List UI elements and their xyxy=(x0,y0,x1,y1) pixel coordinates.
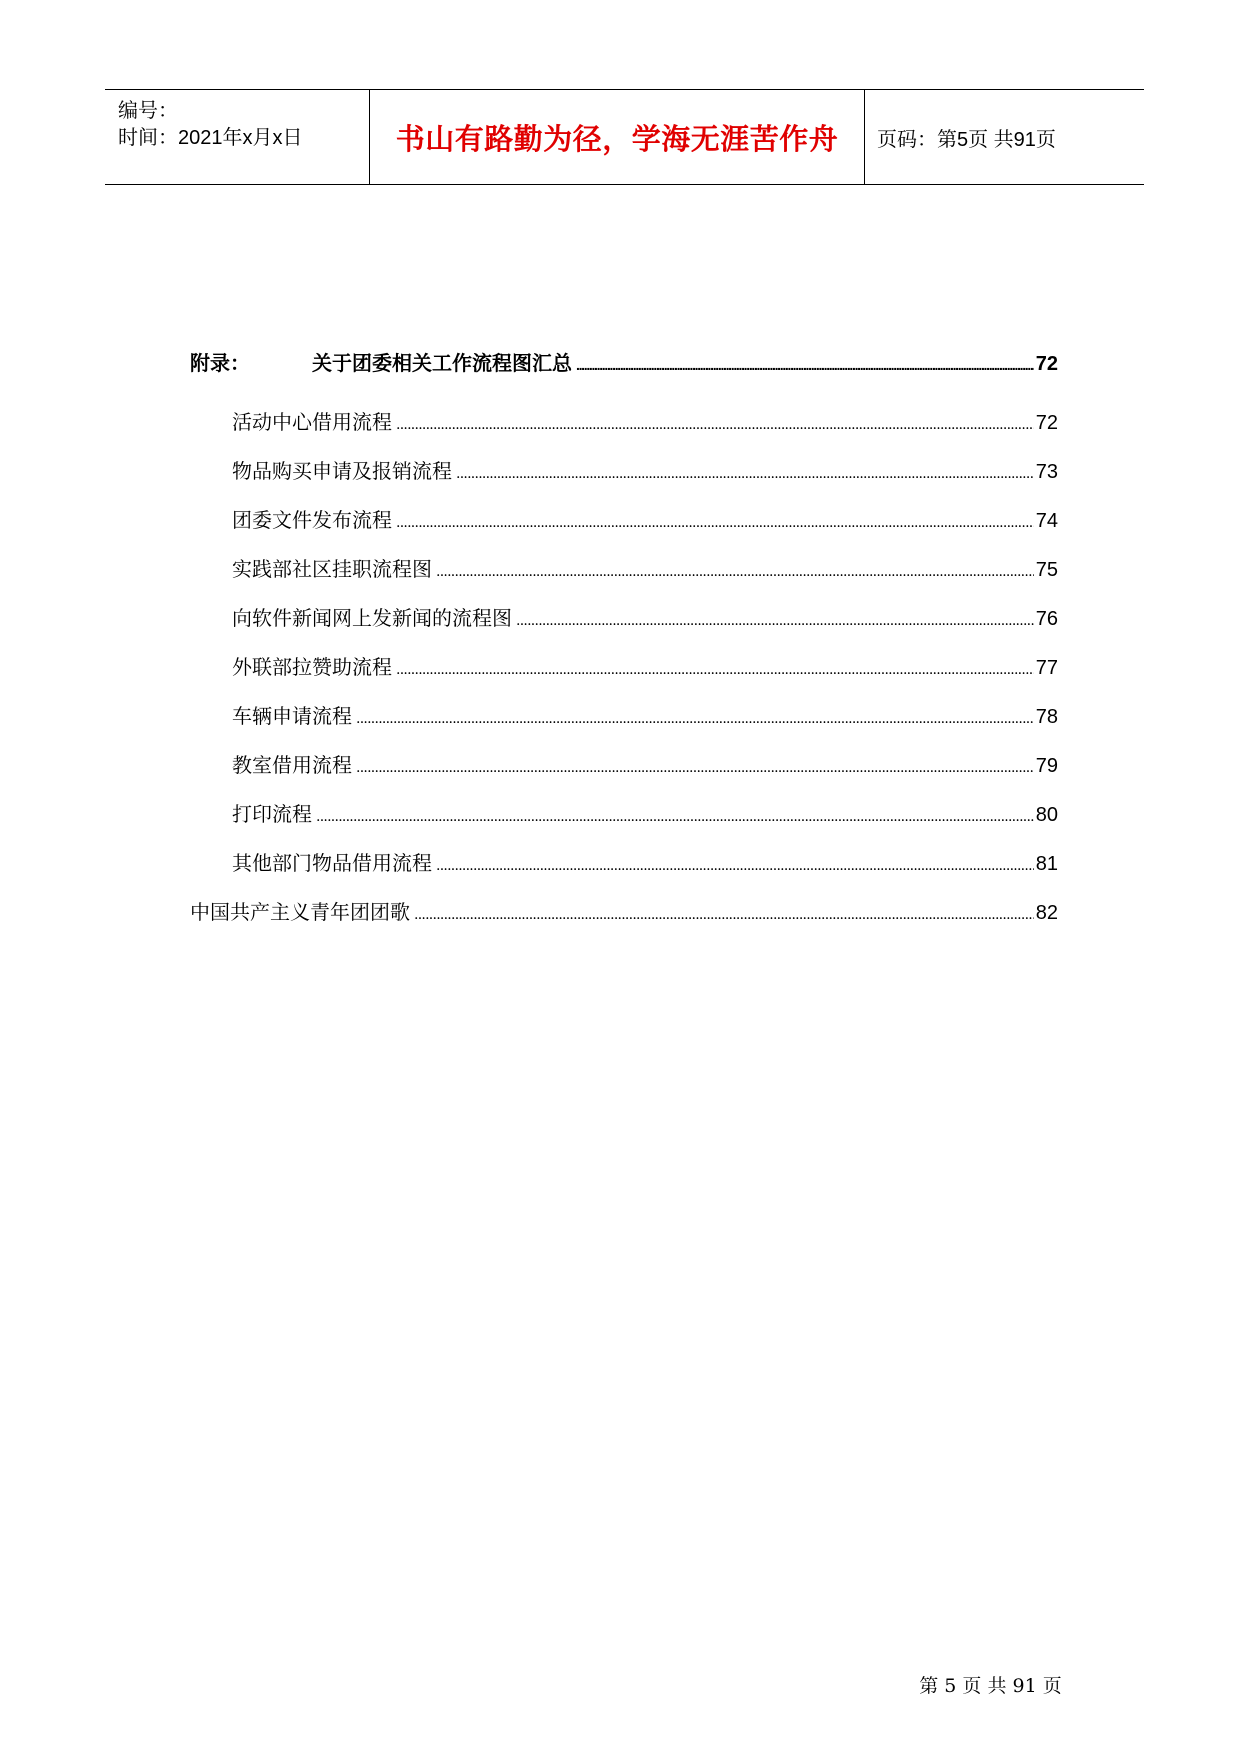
toc-entry-label: 活动中心借用流程 xyxy=(232,410,392,434)
toc-page-number: 79 xyxy=(1035,755,1058,777)
toc-page-number: 81 xyxy=(1035,853,1058,875)
toc-leader-dots xyxy=(396,508,1034,532)
toc-appendix-prefix: 附录： xyxy=(190,353,250,375)
header-info-cell xyxy=(105,90,370,184)
header-page-cell xyxy=(865,90,1144,184)
toc-leader-dots xyxy=(516,606,1034,630)
toc-page-number: 72 xyxy=(1035,412,1058,434)
toc-appendix-title: 关于团委相关工作流程图汇总 xyxy=(312,353,572,375)
toc-entry-label: 团委文件发布流程 xyxy=(232,508,392,532)
toc-entry[interactable] xyxy=(232,749,1058,779)
document-number-label: 编号： xyxy=(118,100,178,122)
toc-page-number: 80 xyxy=(1035,804,1058,826)
toc-page-number: 72 xyxy=(1035,353,1058,375)
toc-leader-dots xyxy=(436,557,1034,581)
header-motto: 书山有路勤为径，学海无涯苦作舟 xyxy=(395,121,839,156)
toc-leader-dots xyxy=(396,410,1034,434)
document-time-label: 时间：2021年x月x日 xyxy=(118,127,303,149)
toc-leader-dots xyxy=(576,353,1034,376)
toc-entry-label: 车辆申请流程 xyxy=(232,704,352,728)
toc-leader-dots xyxy=(316,802,1034,826)
toc-entry-label: 向软件新闻网上发新闻的流程图 xyxy=(232,606,512,630)
toc-entry[interactable] xyxy=(232,504,1058,534)
toc-leader-dots xyxy=(356,704,1034,728)
toc-entry[interactable] xyxy=(232,602,1058,632)
toc-entry[interactable] xyxy=(232,651,1058,681)
toc-page-number: 74 xyxy=(1035,510,1058,532)
toc-entry[interactable] xyxy=(232,455,1058,485)
toc-entry-label: 中国共产主义青年团团歌 xyxy=(190,900,410,924)
toc-entry-label: 物品购买申请及报销流程 xyxy=(232,459,452,483)
toc-entry-label: 其他部门物品借用流程 xyxy=(232,851,432,875)
toc-leader-dots xyxy=(414,900,1034,924)
toc-entry[interactable] xyxy=(232,700,1058,730)
toc-page-number: 82 xyxy=(1035,902,1058,924)
toc-page-number: 76 xyxy=(1035,608,1058,630)
toc-entry[interactable] xyxy=(232,798,1058,828)
toc-page-number: 73 xyxy=(1035,461,1058,483)
toc-entry[interactable] xyxy=(232,847,1058,877)
toc-entry[interactable] xyxy=(232,553,1058,583)
toc-page-number: 77 xyxy=(1035,657,1058,679)
footer-page-indicator: 第 5 页 共 91 页 xyxy=(919,1675,1062,1697)
toc-leader-dots xyxy=(356,753,1034,777)
toc-leader-dots xyxy=(436,851,1034,875)
toc-entry-appendix[interactable] xyxy=(190,347,1058,377)
header-motto-cell xyxy=(370,90,865,184)
document-header xyxy=(105,89,1144,185)
toc-entry-label: 外联部拉赞助流程 xyxy=(232,655,392,679)
page-footer xyxy=(0,1671,1241,1698)
toc-entry-label: 教室借用流程 xyxy=(232,753,352,777)
toc-page-number: 75 xyxy=(1035,559,1058,581)
toc-entry[interactable] xyxy=(232,406,1058,436)
toc-page-number: 78 xyxy=(1035,706,1058,728)
header-page-code: 页码：第5页 共91页 xyxy=(877,128,1056,151)
toc-leader-dots xyxy=(396,655,1034,679)
toc-entry-song[interactable] xyxy=(190,896,1058,926)
toc-entry-label: 打印流程 xyxy=(232,802,312,826)
toc-leader-dots xyxy=(456,459,1034,483)
toc-entry-label: 实践部社区挂职流程图 xyxy=(232,557,432,581)
